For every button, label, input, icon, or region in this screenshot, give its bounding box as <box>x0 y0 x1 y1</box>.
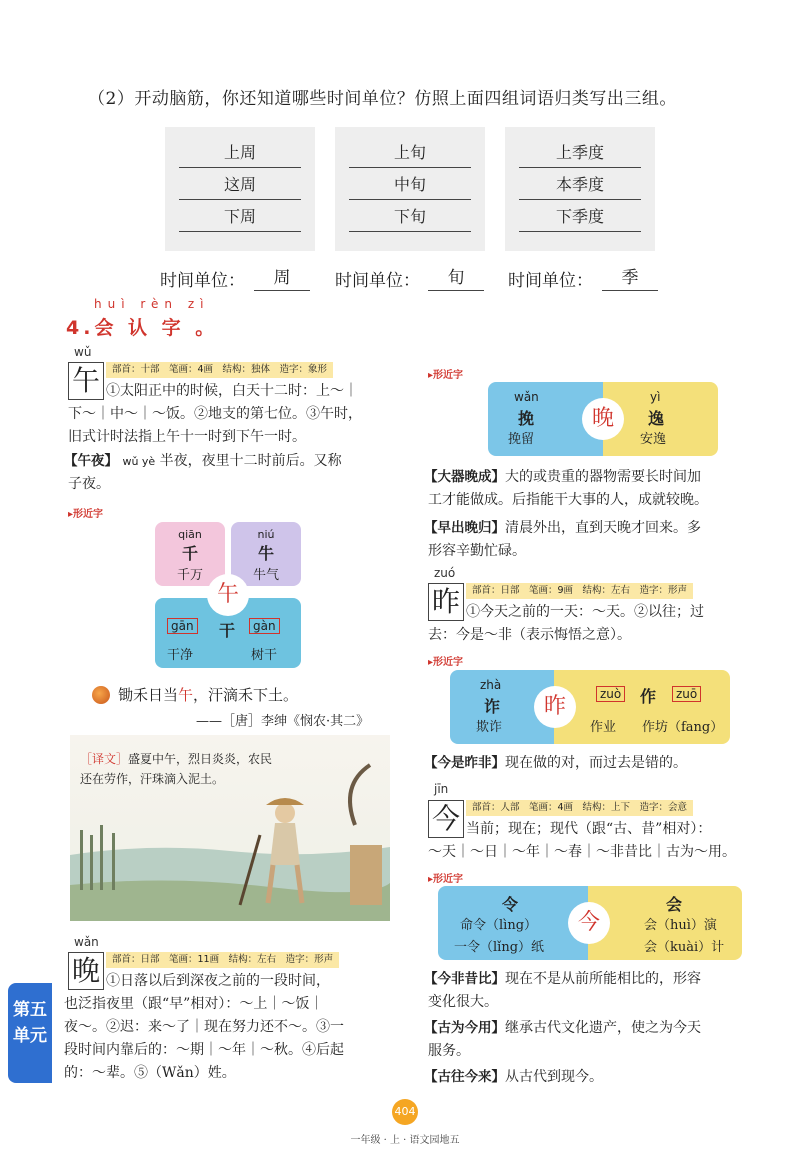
idiom-term: 【早出晚归】 <box>424 520 505 536</box>
unit-label: 时间单位： <box>160 271 245 291</box>
unit-answer: 季 <box>602 266 658 291</box>
idiom-def: 现在不是从前所能相比的，形容 <box>505 971 701 987</box>
word: 本季度 <box>519 171 641 200</box>
phrase-pinyin: wǔ yè <box>122 455 156 468</box>
translation-text: 盛夏中午，烈日炎炎，农民 <box>128 752 273 766</box>
pinyin: qiān <box>178 528 202 541</box>
idiom-def-cont: 服务。 <box>428 1043 470 1059</box>
pinyin: gān <box>167 618 198 634</box>
idiom-term: 【古为今用】 <box>424 1020 505 1036</box>
idiom-def: 大的或贵重的器物需要长时间加 <box>505 469 701 485</box>
sun-icon <box>92 686 110 704</box>
idiom-entry <box>424 968 701 991</box>
center-char: 晚 <box>582 398 624 440</box>
pinyin: gàn <box>249 618 280 634</box>
char-pinyin: wǔ <box>74 345 92 359</box>
char-wan: 晚 <box>68 952 104 990</box>
word: 一令（lǐng）纸 <box>454 940 545 955</box>
char-wu: 午 <box>68 362 104 400</box>
word: 下旬 <box>349 203 471 232</box>
unit-answer: 周 <box>254 266 310 291</box>
idiom-def: 清晨外出，直到天晚才回来。多 <box>505 520 701 536</box>
char: 作 <box>640 687 657 706</box>
definition-line: ①太阳正中的时候，白天十二时：上～｜ <box>106 383 358 399</box>
poem-line <box>118 684 298 707</box>
idiom-term: 【今非昔比】 <box>424 971 505 987</box>
poem-highlight: 午 <box>178 686 194 704</box>
word: 作业 <box>590 720 617 735</box>
tab-line: 第五 <box>13 1000 47 1020</box>
center-char: 今 <box>568 902 610 944</box>
idiom-entry <box>424 752 687 775</box>
section-pinyin: huì rèn zì <box>94 297 210 311</box>
word: 千万 <box>176 568 203 583</box>
char: 干 <box>219 621 236 640</box>
translation-tag: ［译文］ <box>80 752 129 766</box>
word: 会（huì）演 <box>644 918 717 933</box>
unit-tab <box>8 983 52 1083</box>
near-char-tag: ▸形近字 <box>68 509 104 520</box>
definition-line: ①日落以后到深夜之前的一段时间， <box>106 973 330 989</box>
char: 诈 <box>484 697 501 716</box>
word: 上周 <box>179 139 301 168</box>
char: 挽 <box>518 409 535 428</box>
char-meta: 部首：十部 笔画：4画 结构：独体 造字：象形 <box>106 362 333 378</box>
center-char: 午 <box>207 574 249 616</box>
idiom-entry <box>424 517 701 540</box>
word-group-3 <box>505 127 655 251</box>
char: 牛 <box>257 544 274 563</box>
unit-answer: 旬 <box>428 266 484 291</box>
word: 下季度 <box>519 203 641 232</box>
pinyin: zhà <box>480 678 502 692</box>
word: 上季度 <box>519 139 641 168</box>
phrase-def: 半夜，夜里十二时前后。又称 <box>159 453 342 469</box>
word: 挽留 <box>508 432 535 447</box>
definition-line: 当前；现在；现代（跟“古、昔”相对）： <box>466 821 712 837</box>
word: 上旬 <box>349 139 471 168</box>
pinyin: niú <box>257 528 275 541</box>
unit-label: 时间单位： <box>508 271 593 291</box>
idiom-term: 【古往今来】 <box>424 1069 505 1085</box>
idiom-entry <box>424 1017 701 1040</box>
near-char-tag: ▸形近字 <box>428 874 464 885</box>
idiom-def: 从古代到现今。 <box>505 1069 603 1085</box>
idiom-def: 继承古代文化遗产，使之为今天 <box>505 1020 701 1036</box>
word: 欺诈 <box>476 720 503 735</box>
poem-text: 锄禾日当 <box>118 686 179 704</box>
idiom-term: 【大器晚成】 <box>424 469 505 485</box>
section-title: 4.会 认 字 。 <box>66 317 219 339</box>
word: 会（kuài）计 <box>644 940 725 955</box>
tab-line: 单元 <box>13 1026 47 1046</box>
idiom-entry <box>424 1066 603 1089</box>
unit-label: 时间单位： <box>335 271 420 291</box>
question-text: （2）开动脑筋，你还知道哪些时间单位？仿照上面四组词语归类写出三组。 <box>88 89 677 109</box>
pinyin: yì <box>650 390 661 404</box>
center-char: 昨 <box>534 686 576 728</box>
char-meta: 部首：人部 笔画：4画 结构：上下 造字：会意 <box>466 800 693 816</box>
near-char-diagram-jin <box>438 886 742 960</box>
char-pinyin: jīn <box>434 782 449 796</box>
char: 逸 <box>648 409 665 428</box>
idiom-def-cont: 变化很大。 <box>428 994 498 1010</box>
char: 千 <box>181 544 198 563</box>
pinyin: zuò <box>596 686 625 702</box>
definition-line: ①今天之前的一天：～天。②以往；过 <box>466 604 704 620</box>
idiom-entry <box>424 466 701 489</box>
translation-cont: 还在劳作，汗珠滴入泥土。 <box>80 772 225 786</box>
near-char-qian <box>155 522 225 586</box>
char: 令 <box>502 895 519 914</box>
idiom-def: 现在做的对，而过去是错的。 <box>505 755 687 771</box>
word: 牛气 <box>252 568 279 583</box>
pinyin: wǎn <box>514 390 539 404</box>
char-pinyin: wǎn <box>74 935 99 949</box>
char-jin: 今 <box>428 800 464 838</box>
definition-line: ～天｜～日｜～年｜～春｜～非昔比｜古为～用。 <box>428 844 736 860</box>
near-char-niu <box>231 522 301 586</box>
word: 命令（lìng） <box>460 918 538 933</box>
definition-line: 旧式计时法指上午十一时到下午一时。 <box>68 429 306 445</box>
word: 干净 <box>167 648 194 663</box>
phrase-def-cont: 子夜。 <box>68 476 110 492</box>
idiom-def-cont: 工才能做成。后指能干大事的人，成就较晚。 <box>428 492 708 508</box>
char-pinyin: zuó <box>434 566 456 580</box>
word-group-2 <box>335 127 485 251</box>
word: 这周 <box>179 171 301 200</box>
char-meta: 部首：日部 笔画：11画 结构：左右 造字：形声 <box>106 952 339 968</box>
phrase-term: 【午夜】 <box>64 453 118 469</box>
definition-line: 也泛指夜里（跟“早”相对）：～上｜～饭｜ <box>64 996 324 1012</box>
poem-source: ——［唐］李绅《悯农·其二》 <box>196 714 370 729</box>
near-char-diagram-wu <box>155 522 303 670</box>
poem-text: ，汗滴禾下土。 <box>193 686 299 704</box>
near-char-tag: ▸形近字 <box>428 657 464 668</box>
near-char-diagram-zuo <box>450 670 730 744</box>
word: 安逸 <box>640 432 667 447</box>
idiom-term: 【今是昨非】 <box>424 755 505 771</box>
char: 会 <box>666 895 683 914</box>
idiom-def-cont: 形容辛勤忙碌。 <box>428 543 526 559</box>
word: 树干 <box>251 648 278 663</box>
word: 下周 <box>179 203 301 232</box>
char-meta: 部首：日部 笔画：9画 结构：左右 造字：形声 <box>466 583 693 599</box>
definition-line: 的：～辈。⑤（Wǎn）姓。 <box>64 1065 236 1081</box>
word: 作坊（fang） <box>642 720 724 735</box>
near-char-diagram-wan <box>488 382 718 456</box>
definition-line: 去：今是～非（表示悔悟之意）。 <box>428 627 631 643</box>
near-char-tag: ▸形近字 <box>428 370 464 381</box>
footer-text: 一年级 · 上 · 语文园地五 <box>350 1135 460 1146</box>
phrase-entry <box>64 450 342 473</box>
page-number: 404 <box>392 1099 418 1125</box>
pinyin: zuō <box>672 686 701 702</box>
word: 中旬 <box>349 171 471 200</box>
definition-line: 夜～。②迟：来～了｜现在努力还不～。③一 <box>64 1019 344 1035</box>
definition-line: 段时间内靠后的：～期｜～年｜～秋。④后起 <box>64 1042 344 1058</box>
definition-line: 下～｜中～｜～饭。②地支的第七位。③午时， <box>68 406 362 422</box>
char-zuo: 昨 <box>428 583 464 621</box>
word-group-1 <box>165 127 315 251</box>
